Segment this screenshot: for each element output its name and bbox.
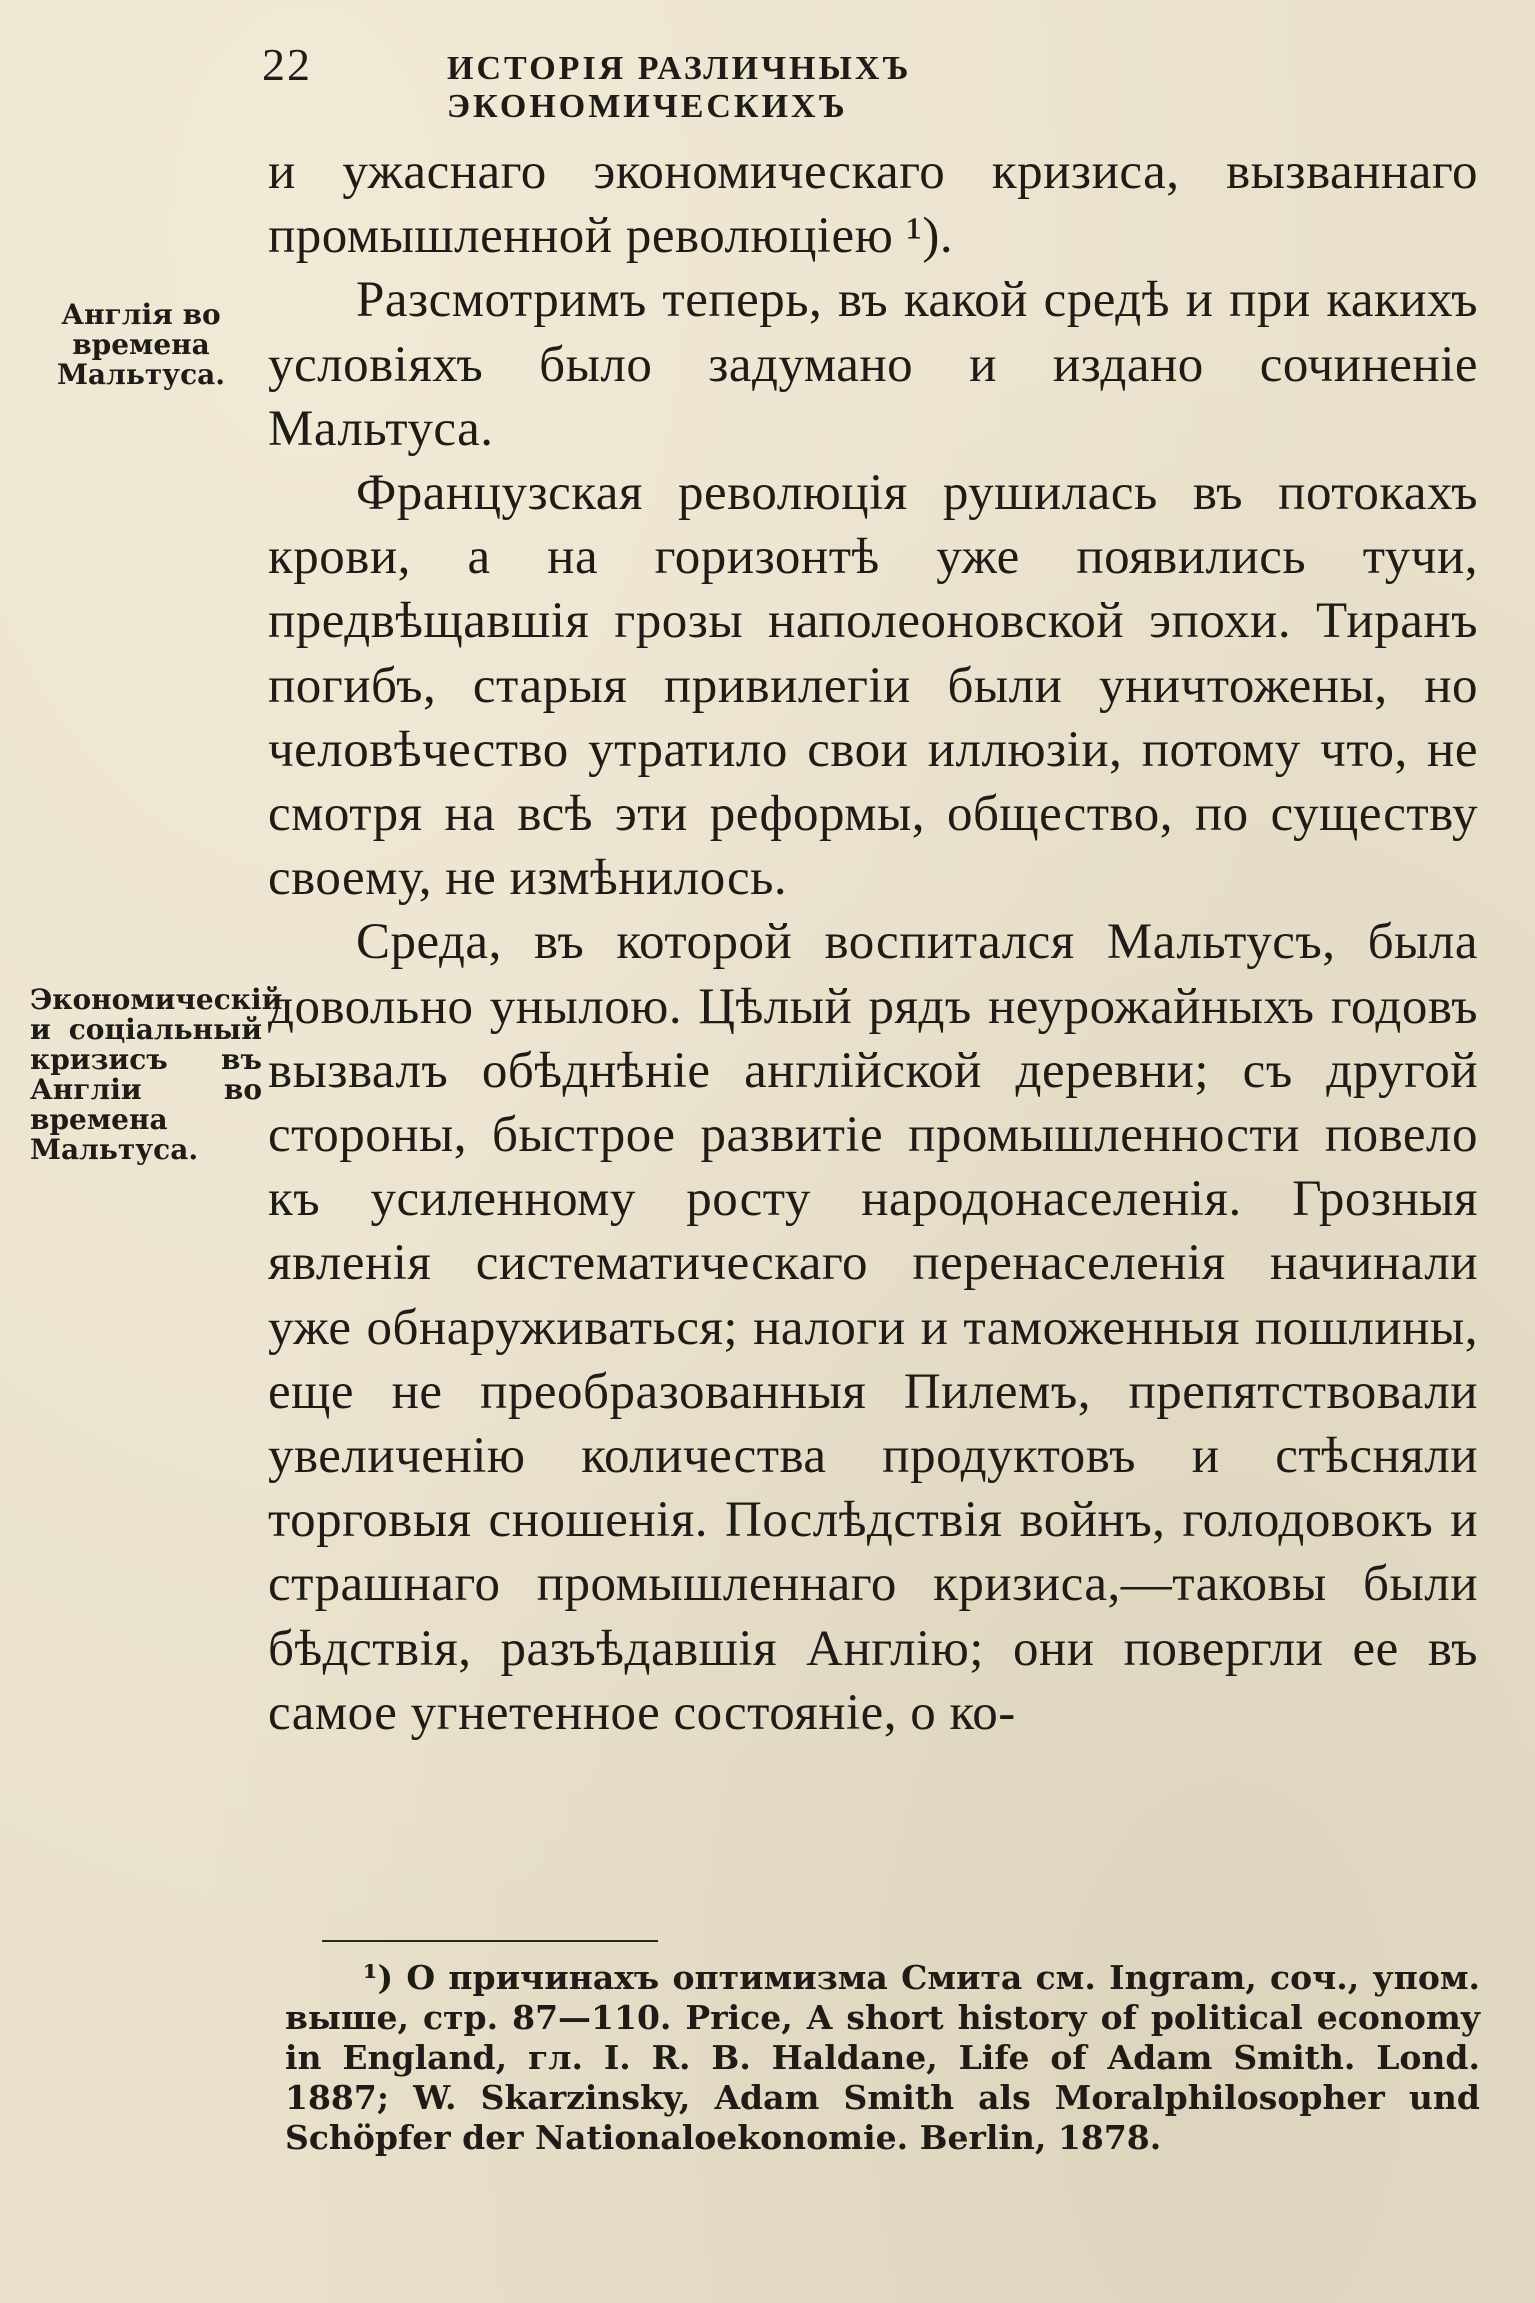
running-title: ИСТОРІЯ РАЗЛИЧНЫХЪ ЭКОНОМИЧЕСКИХЪ	[447, 50, 912, 125]
main-text	[268, 140, 1478, 1745]
margin-note: Экономическій и соціальный кризисъ въ Англіи во времена Мальтуса.	[30, 983, 283, 1166]
margin-note: Англія во времена Мальтуса.	[56, 298, 226, 391]
footnotes	[285, 1958, 1480, 2158]
paragraph: Среда, въ которой воспитался Мальтусъ, была довольно унылою. Цѣлый рядъ неурожайныхъ годовъ вызвалъ обѣднѣніе англійской деревни; съ другой стороны, быстрое развитіе промышленности повело къ усиленному росту народонаселенія. Грозныя явленія систематическаго перенаселенія начинали уже обнаруживаться; налоги и таможенныя пошлины, еще не преобразованныя Пилемъ, препятствовали увеличенію количества продуктовъ и стѣсняли торговыя сношенія. Послѣдствія войнъ, голодовокъ и страшнаго промышленнаго кризиса,—таковы были бѣдствія, разъѣдавшія Англію; они повергли ее въ самое угнетенное состояніе, о ко-	[268, 914, 1478, 1741]
page-header	[262, 38, 1282, 125]
paragraph: Французская революція рушилась въ потокахъ крови, а на горизонтѣ уже появились тучи, предвѣщавшія грозы наполеоновской эпохи. Тиранъ погибъ, старыя привилегіи были уничтожены, но человѣчество утратило свои иллюзіи, потому что, не смотря на всѣ эти реформы, общество, по существу своему, не измѣнилось.	[268, 465, 1478, 907]
footnote-divider	[322, 1940, 658, 1942]
footnote: ¹) О причинахъ оптимизма Смита см. Ingram, соч., упом. выше, стр. 87—110. Price, A short history of political economy in England, гл. I. R. B. Haldane, Life of Adam Smith. Lond. 1887; W. Skarzinsky, Adam Smith als Moralphilosopher und Schöpfer der Nationaloekonomie. Berlin, 1878.	[285, 1958, 1480, 2157]
page-number: 22	[262, 39, 312, 90]
paragraph: и ужаснаго экономическаго кризиса, вызваннаго промышленной революціею ¹).	[268, 144, 1478, 265]
paragraph: Разсмотримъ теперь, въ какой средѣ и при какихъ условіяхъ было задумано и издано сочиненіе Мальтуса.	[268, 272, 1478, 457]
